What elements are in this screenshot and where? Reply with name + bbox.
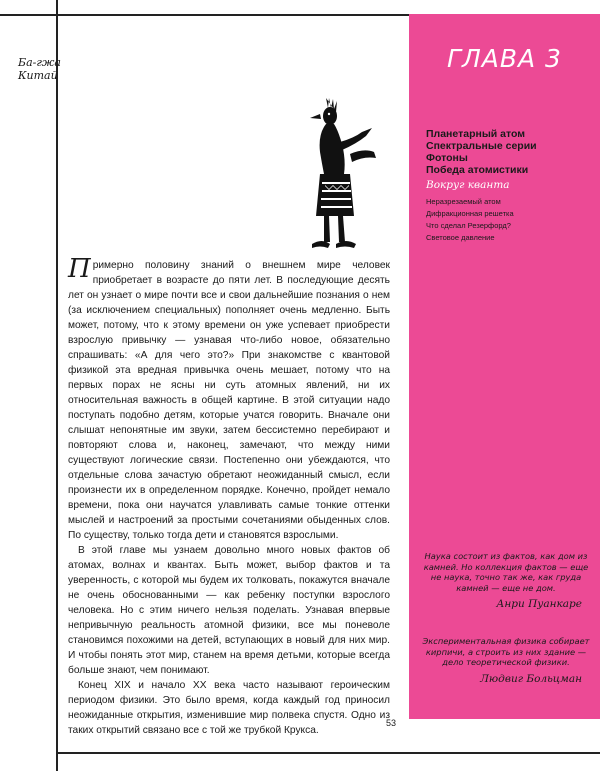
- drop-cap: П: [68, 254, 91, 284]
- epigraph-quote: [420, 551, 592, 610]
- quote-text: Экспериментальная физика собирает кирпичи, а строить из них здание — дело теоретической физики.: [422, 636, 590, 667]
- main-topic: Спектральные серии: [426, 140, 537, 152]
- running-head-line1: Ба-гжа: [18, 56, 61, 69]
- paragraph: Конец XIX и начало XX века часто называют героическим периодом физики. Это было время, когда каждый год приносил неожиданные открытия, изменившие мир полвека спустя. Одно из таких открытий связано все с той же трубкой Крукса.: [68, 680, 390, 736]
- footer-rule: [56, 752, 600, 754]
- sub-topic: Что сделал Резерфорд?: [426, 221, 511, 230]
- main-topic: Планетарный атом: [426, 128, 526, 140]
- epigraph-quote: [420, 636, 592, 684]
- paragraph-text: римерно половину знаний о внешнем мире человек приобретает в возрасте до пяти лет. В последующие десять лет он узнает о мире почти все и свои дальнейшие познания о нем (за исключением специальных) пополняет очень медленно. Быть может, потому, что к этому времени он уже успевает приобрести взрослую привычку — узнавая что-либо новое, обязательно спрашивать: «А для чего это?» При знакомстве с квантовой физикой эта вредная привычка очень мешает, потому что на первых порах не ясны ни суть атомных явлений, ни их относительная важность в общей картине. В этой ситуации надо поступать подобно детям, которые учатся говорить. Вначале они слышат непонятные им звуки, затем бессистемно перебирают и повторяют слова и, наконец, замечают, что между ними существуют логические связи. Постепенно они убеждаются, что отдельные слова зачастую обретают неожиданный смысл, если произнести их в определенном порядке. Конечно, пройдет немало времени, пока они научатся улавливать самые тонкие оттенки мыслей и настроений за простыми сочетаниями обыденных слов. По существу, только тогда дети и становятся взрослыми.: [68, 260, 390, 541]
- tribal-figure-illustration: [290, 94, 382, 254]
- paragraph: В этой главе мы узнаем довольно много новых фактов об атомах, волнах и квантах. Быть может, выбор фактов и та уверенность, с которой мы будем их толковать, покажутся вначале не очень обоснованными — как ребенку поступки взрослого человека. Но с этим ничего нельзя поделать. Узнавая впервые непривычную реальность атомной физики, все мы поневоле становимся похожими на детей, вступающих в новый для них мир. И чтобы понять этот мир, станем на время детьми, которые всегда больше знают, чем понимают.: [68, 545, 390, 676]
- running-head: [18, 56, 61, 82]
- chapter-title: ГЛАВА 3: [447, 44, 562, 73]
- main-body-text: [68, 254, 390, 738]
- quote-author: Людвиг Больцман: [480, 672, 582, 685]
- main-topic: Победа атомистики: [426, 164, 529, 176]
- paragraph: [68, 254, 390, 543]
- sub-topic: Световое давление: [426, 233, 495, 242]
- header-rule: [0, 14, 409, 16]
- main-topic: Фотоны: [426, 152, 468, 164]
- page-number: 53: [386, 718, 397, 728]
- sub-topic: Неразрезаемый атом: [426, 197, 501, 206]
- quote-text: Наука состоит из фактов, как дом из камней. Но коллекция фактов — еще не наука, точно так же, как груда камней — еще не дом.: [423, 551, 589, 593]
- quote-author: Анри Пуанкаре: [496, 598, 582, 610]
- sub-topic: Дифракционная решетка: [426, 209, 514, 218]
- left-margin-rule: [56, 0, 58, 771]
- chapter-sidebar: [409, 14, 600, 719]
- chapter-contents: [426, 128, 596, 244]
- section-title: Вокруг кванта: [426, 179, 510, 191]
- running-head-line2: Китай: [18, 69, 58, 82]
